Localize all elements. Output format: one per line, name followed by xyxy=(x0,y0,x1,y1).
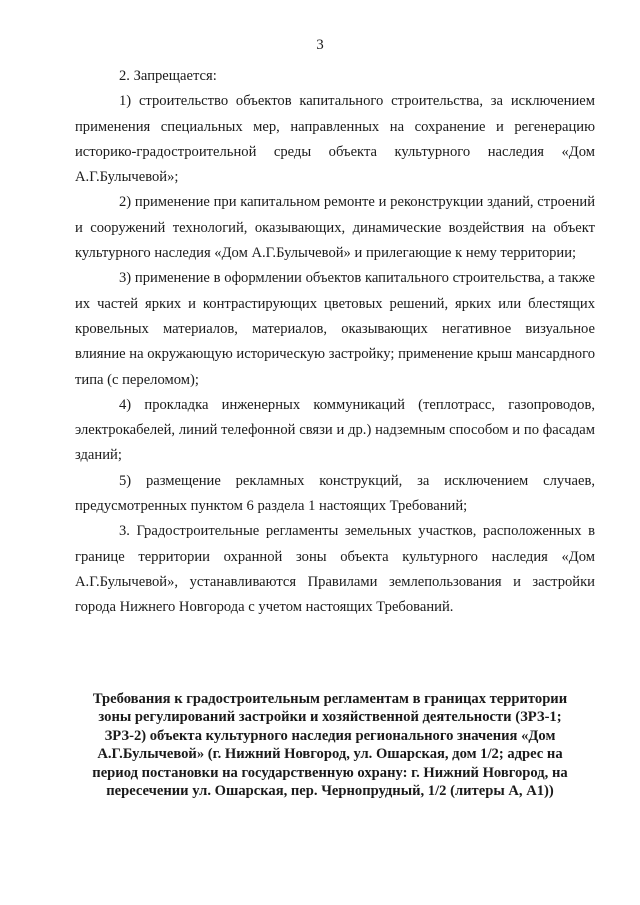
body-text xyxy=(75,64,595,621)
paragraph-item-3: 3) применение в оформлении объектов капитального строительства, а также их частей ярких и контрастирующих цветовых решений, ярких или блестящих кровельных материалов, материалов, оказывающих негативное визуальное влияние на окружающую историческую застройку; применение крыш мансардного типа (с переломом); xyxy=(75,270,595,388)
paragraph-item-2: 2) применение при капитальном ремонте и реконструкции зданий, строений и сооружений технологий, оказывающих, динамические воздействия на объект культурного наследия «Дом А.Г.Булычевой» и прилегающие к нему территории; xyxy=(75,194,595,262)
paragraph-item-5: 5) размещение рекламных конструкций, за исключением случаев, предусмотренных пунктом 6 раздела 1 настоящих Требований; xyxy=(75,472,595,515)
paragraph-item-1: 1) строительство объектов капитального строительства, за исключением применения специальных мер, направленных на сохранение и регенерацию историко-градостроительной среды объекта культурного наследия «Дом А.Г.Булычевой»; xyxy=(75,93,595,186)
page-number: 3 xyxy=(316,37,324,53)
section-heading-text: Требования к градостроительным регламентам в границах территории зоны регулирований застройки и хозяйственной деятельности (ЗРЗ-1; ЗРЗ-2) объекта культурного наследия регионального значения «Дом А.Г.Булычевой» (г. Нижний Новгород, ул. Ошарская, дом 1/2; адрес на период постановки на государственную охрану: г. Нижний Новгород, на пересечении ул. Ошарская, пер. Чернопрудный, 1/2 (литеры А, А1)) xyxy=(92,691,568,800)
paragraph-regulations: 3. Градостроительные регламенты земельных участков, расположенных в границе территории охранной зоны объекта культурного наследия «Дом А.Г.Булычевой», устанавливаются Правилами землепользования и застройки города Нижнего Новгорода с учетом настоящих Требований. xyxy=(75,523,595,616)
section-heading xyxy=(80,690,580,800)
paragraph-prohibited: 2. Запрещается: xyxy=(119,68,217,84)
paragraph-item-4: 4) прокладка инженерных коммуникаций (теплотрасс, газопроводов, электрокабелей, линий телефонной связи и др.) надземным способом и по фасадам зданий; xyxy=(75,396,595,464)
